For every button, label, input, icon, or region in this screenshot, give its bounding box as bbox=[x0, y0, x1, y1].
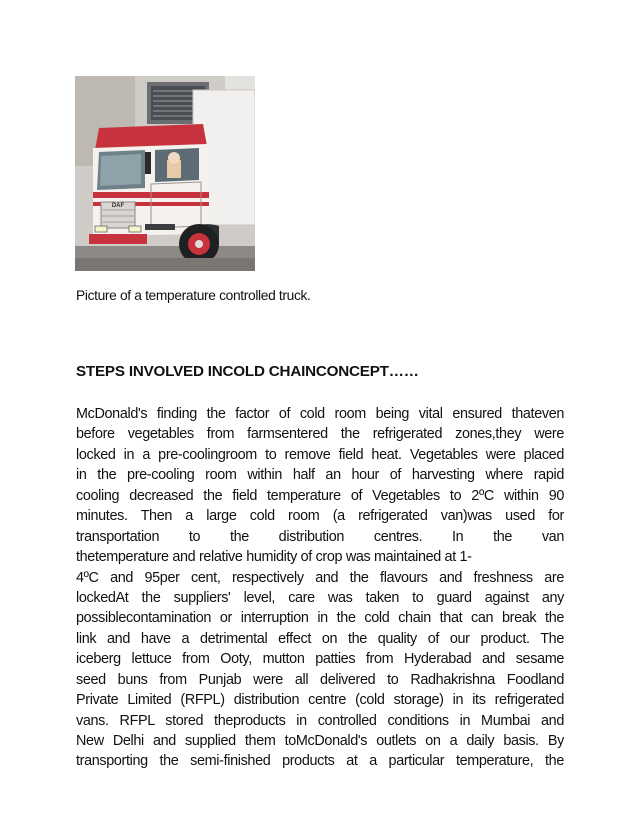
body-line: before vegetables from farmsentered the refrigerated zones,they were bbox=[76, 426, 564, 443]
body-line: cooling decreased the field temperature of Vegetables to 2ºC within 90 bbox=[76, 487, 564, 504]
truck-photo bbox=[75, 76, 255, 271]
body-line: possiblecontamination or interruption in the cold chain that can break the bbox=[76, 610, 564, 627]
body-line: thetemperature and relative humidity of crop was maintained at 1- bbox=[76, 549, 472, 566]
truck-illustration bbox=[75, 76, 255, 271]
body-line: Private Limited (RFPL) distribution centre (cold storage) in its refrigerated bbox=[76, 692, 564, 709]
section-heading: STEPS INVOLVED INCOLD CHAINCONCEPT…… bbox=[76, 363, 419, 380]
body-line: minutes. Then a large cold room (a refrigerated van)was used for bbox=[76, 508, 564, 525]
body-line: vans. RFPL stored theproducts in controlled conditions in Mumbai and bbox=[76, 712, 564, 729]
body-line: seed buns from Punjab were all delivered to Radhakrishna Foodland bbox=[76, 671, 564, 688]
body-line: transportation to the distribution centres. In the van bbox=[76, 528, 564, 545]
body-paragraph bbox=[76, 404, 564, 772]
body-line: 4ºC and 95per cent, respectively and the flavours and freshness are bbox=[76, 569, 564, 586]
body-line: lockedAt the suppliers' level, care was taken to guard against any bbox=[76, 589, 564, 606]
body-line: locked in a pre-coolingroom to remove field heat. Vegetables were placed bbox=[76, 446, 564, 463]
body-line: link and have a detrimental effect on the quality of our product. The bbox=[76, 630, 564, 647]
body-line: iceberg lettuce from Ooty, mutton patties from Hyderabad and sesame bbox=[76, 651, 564, 668]
body-line: McDonald's finding the factor of cold room being vital ensured thateven bbox=[76, 406, 564, 422]
body-line: New Delhi and supplied them toMcDonald's outlets on a daily basis. By bbox=[76, 733, 564, 749]
body-line: in the pre-cooling room within half an hour of harvesting where rapid bbox=[76, 467, 564, 484]
grille-logo: DAF bbox=[111, 203, 125, 209]
figure-caption: Picture of a temperature controlled truck. bbox=[76, 288, 311, 303]
body-line: transporting the semi-finished products at a particular temperature, the bbox=[76, 753, 564, 770]
